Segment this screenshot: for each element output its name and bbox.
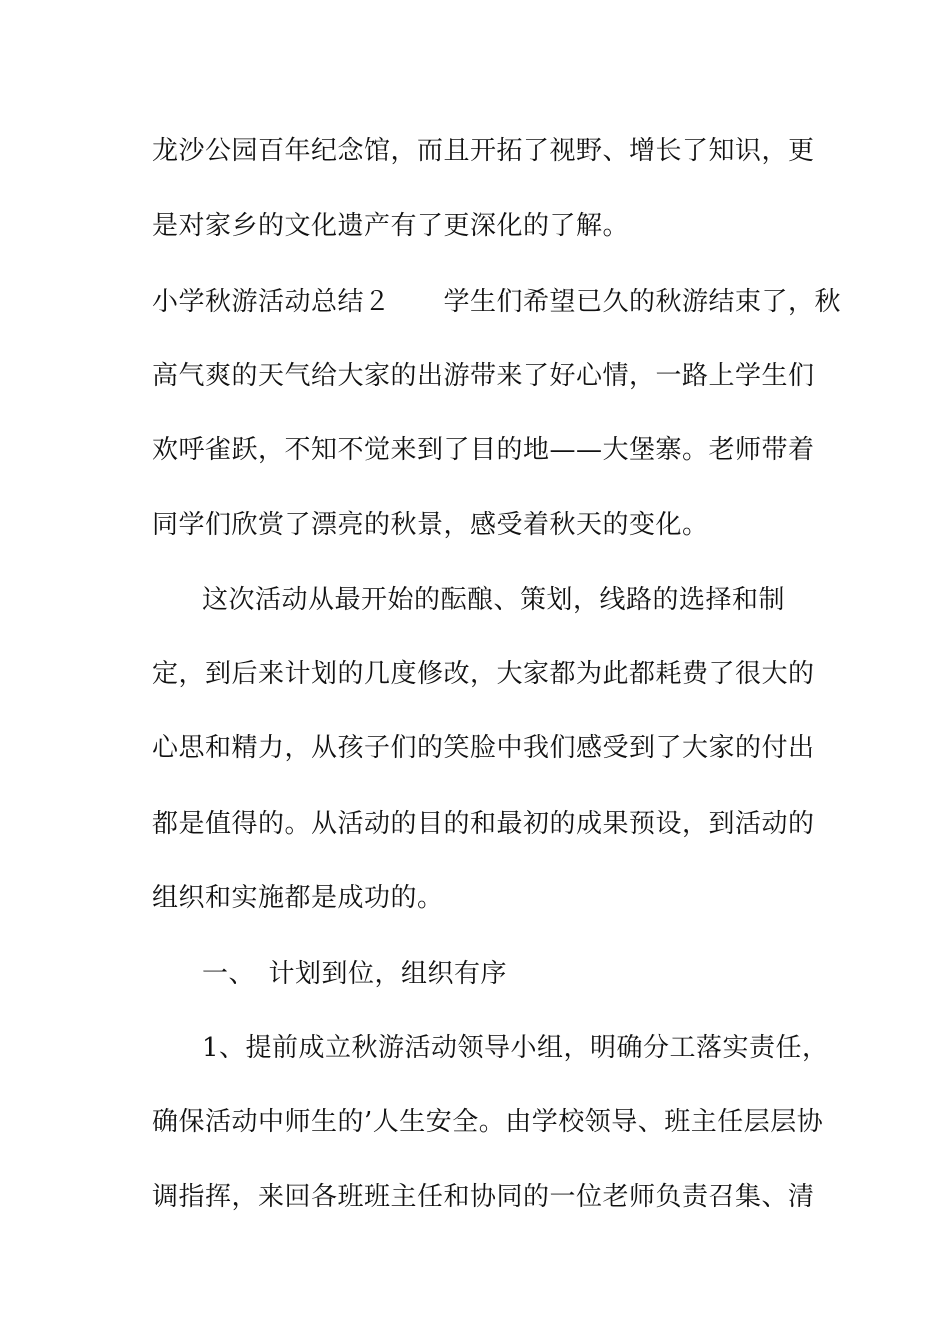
body-text-line: 龙沙公园百年纪念馆，而且开拓了视野、增长了知识，更: [152, 136, 815, 166]
body-text-line: 调指挥，来回各班班主任和协同的一位老师负责召集、清: [152, 1182, 815, 1212]
body-text-line: 确保活动中师生的’人生安全。由学校领导、班主任层层协: [152, 1107, 824, 1137]
body-text-line: 定，到后来计划的几度修改，大家都为此都耗费了很大的: [152, 659, 815, 689]
body-text-line: 是对家乡的文化遗产有了更深化的了解。: [152, 211, 630, 241]
body-text-line: 欢呼雀跃，不知不觉来到了目的地——大堡寨。老师带着: [152, 435, 815, 465]
subheading-line: 一、 计划到位，组织有序: [202, 959, 508, 989]
body-text-line: 高气爽的天气给大家的出游带来了好心情，一路上学生们: [152, 361, 815, 391]
body-text-line: 组织和实施都是成功的。: [152, 883, 444, 913]
section-title-line: 小学秋游活动总结２ 学生们希望已久的秋游结束了，秋: [152, 287, 842, 317]
body-text-line: 这次活动从最开始的酝酿、策划，线路的选择和制: [202, 585, 786, 615]
body-text-line: 心思和精力，从孩子们的笑脸中我们感受到了大家的付出: [152, 733, 815, 763]
body-text-line: 都是值得的。从活动的目的和最初的成果预设，到活动的: [152, 809, 815, 839]
body-text-line: 1、提前成立秋游活动领导小组，明确分工落实责任，: [202, 1033, 829, 1063]
body-text-line: 同学们欣赏了漂亮的秋景，感受着秋天的变化。: [152, 510, 709, 540]
